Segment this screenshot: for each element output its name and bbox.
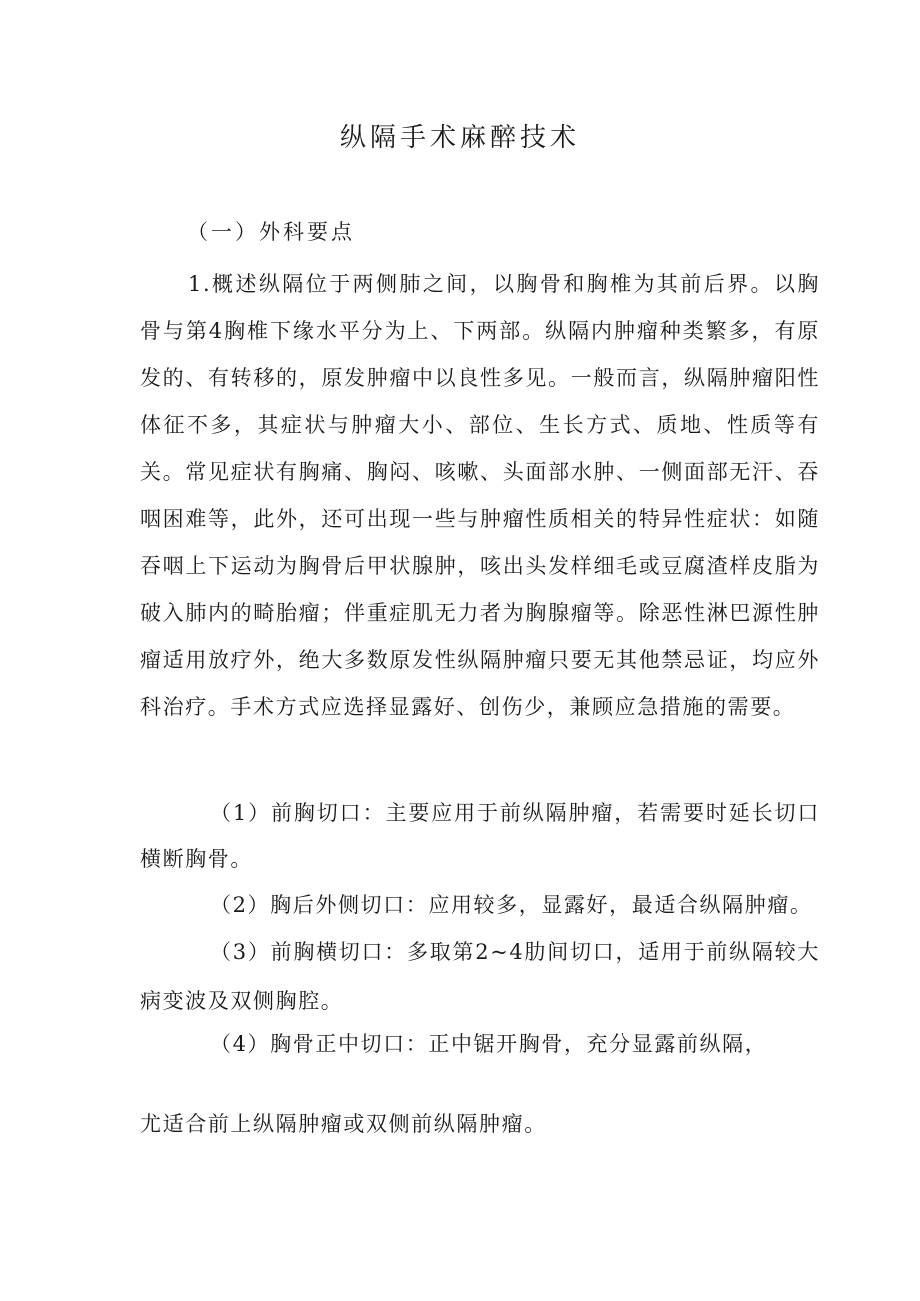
overview-paragraph: 1.概述纵隔位于两侧肺之间，以胸骨和胸椎为其前后界。以胸骨与第4胸椎下缘水平分为上、下两部。纵隔内肿瘤种类繁多，有原发的、有转移的，原发肿瘤中以良性多见。一般而言，纵隔肿瘤阳性体征不多，其症状与肿瘤大小、部位、生长方式、质地、性质等有关。常见症状有胸痛、胸闷、咳嗽、头面部水肿、一侧面部无汗、吞咽困难等，此外，还可出现一些与肿瘤性质相关的特异性症状：如随吞咽上下运动为胸骨后甲状腺肿，咳出头发样细毛或豆腐渣样皮脂为破入肺内的畸胎瘤；伴重症肌无力者为胸腺瘤等。除恶性淋巴源性肿瘤适用放疗外，绝大多数原发性纵隔肿瘤只要无其他禁忌证，均应外科治疗。手术方式应选择显露好、创伤少，兼顾应急措施的需要。 (140, 272, 820, 719)
incision-item-1: （1）前胸切口：主要应用于前纵隔肿瘤，若需要时延长切口横断胸骨。 (140, 801, 820, 871)
incision-item-2: （2）胸后外侧切口：应用较多，显露好，最适合纵隔肿瘤。 (210, 893, 813, 917)
document-title: 纵隔手术麻醉技术 (339, 123, 580, 153)
incision-item-4-line-1: （4）胸骨正中切口：正中锯开胸骨，充分显露前纵隔， (210, 1032, 768, 1056)
section-heading: （一）外科要点 (187, 220, 355, 244)
incision-item-4-line-2: 尤适合前上纵隔肿瘤或双侧前纵隔肿瘤。 (140, 1112, 547, 1136)
incision-item-3: （3）前胸横切口：多取第2~4肋间切口，适用于前纵隔较大病变波及双侧胸腔。 (140, 940, 820, 1013)
